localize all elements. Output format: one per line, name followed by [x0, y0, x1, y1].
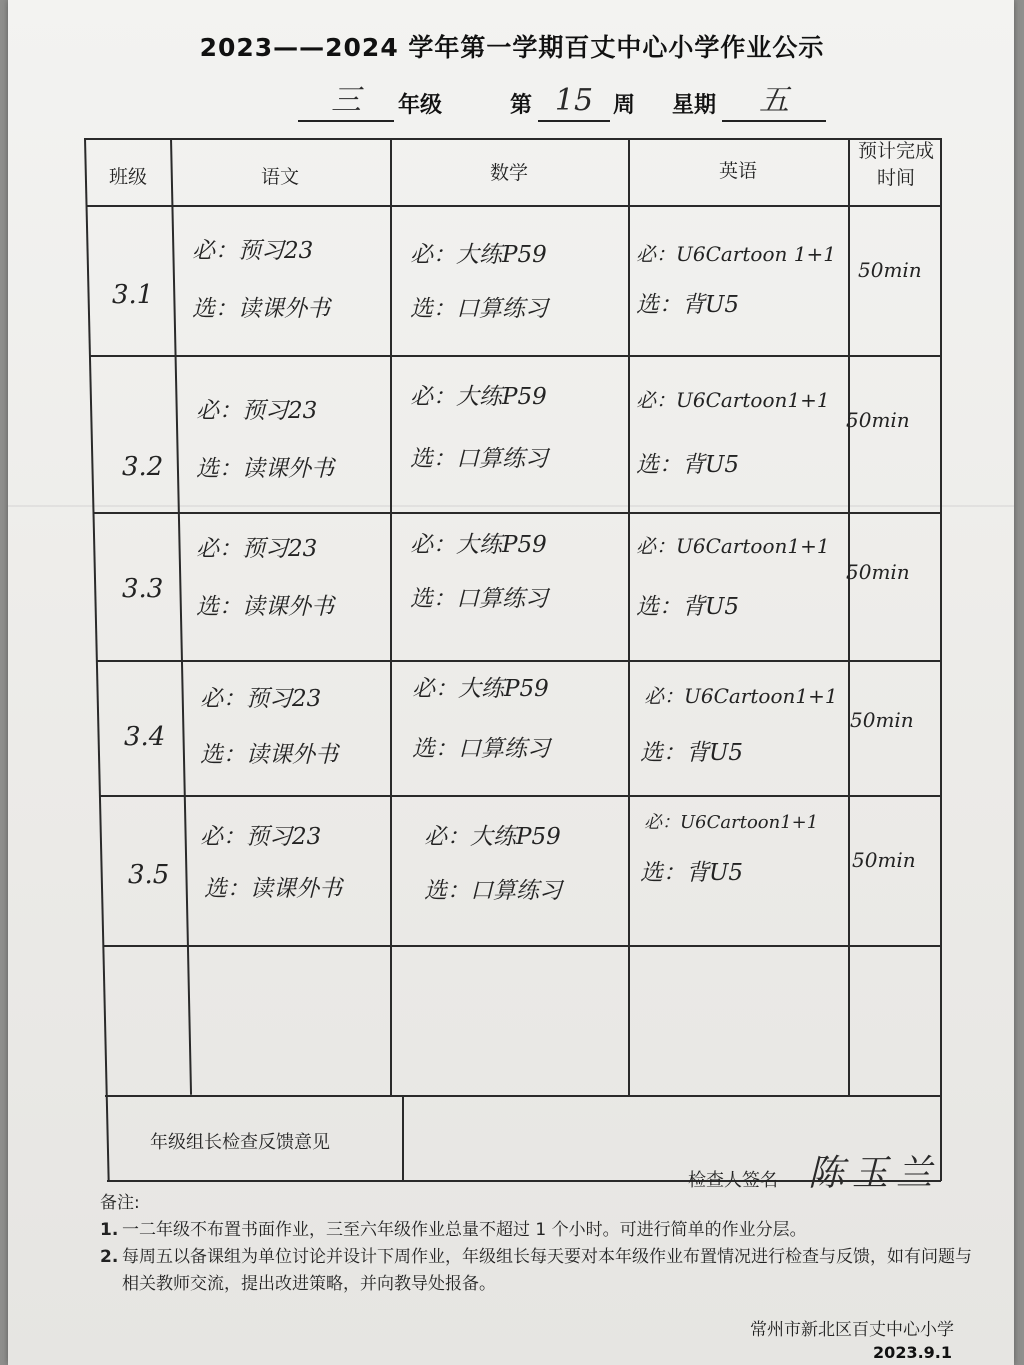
time-cell: 50min — [846, 560, 910, 584]
table-border-top — [84, 138, 941, 140]
time-cell: 50min — [850, 708, 914, 732]
time-cell: 50min — [852, 848, 916, 872]
math-required: 必：大练P59 — [410, 384, 547, 410]
chinese-required: 必：预习23 — [200, 824, 322, 850]
week-prefix: 第 — [510, 93, 533, 118]
table-divider — [97, 660, 941, 662]
table-divider — [90, 355, 941, 357]
page-title: 2023——2024 学年第一学期百丈中心小学作业公示 — [199, 33, 825, 62]
week-value: 15 — [538, 84, 610, 122]
note-item — [100, 1217, 980, 1244]
header-time: 预计完成时间 — [857, 140, 934, 189]
math-required: 必：大练P59 — [424, 824, 561, 850]
header-english: 英语 — [718, 160, 757, 182]
math-optional: 选：口算练习 — [410, 296, 548, 322]
math-required: 必：大练P59 — [410, 242, 547, 268]
english-optional: 选：背U5 — [640, 740, 744, 766]
paper-crease — [8, 505, 1014, 507]
table-divider — [103, 945, 941, 947]
table-column-line — [390, 138, 392, 1095]
note-text: 每周五以备课组为单位讨论并设计下周作业，年级组长每天要对本年级作业布置情况进行检查与反馈，如有问题与相关教师交流，提出改进策略，并向教导处报备。 — [122, 1247, 972, 1294]
english-optional: 选：背U5 — [640, 860, 744, 886]
english-optional: 选：背U5 — [636, 452, 740, 478]
weekday-label: 星期 — [672, 93, 717, 118]
table-divider — [86, 205, 941, 207]
time-cell: 50min — [846, 408, 910, 432]
math-required: 必：大练P59 — [410, 532, 547, 558]
header-class: 班级 — [108, 166, 147, 188]
class-cell: 3.4 — [124, 722, 166, 752]
table-divider — [100, 795, 941, 797]
chinese-optional: 选：读课外书 — [192, 296, 330, 322]
note-number: 2. — [100, 1247, 119, 1267]
signature: 陈玉兰 — [808, 1153, 941, 1194]
table-border-right — [940, 138, 942, 1181]
class-cell: 3.1 — [112, 280, 154, 310]
math-optional: 选：口算练习 — [424, 878, 562, 904]
notes-title: 备注: — [100, 1193, 140, 1213]
math-optional: 选：口算练习 — [410, 446, 548, 472]
english-optional: 选：背U5 — [636, 292, 740, 318]
chinese-optional: 选：读课外书 — [196, 456, 334, 482]
week-label: 周 — [613, 93, 636, 118]
note-number: 1. — [100, 1220, 119, 1240]
chinese-optional: 选：读课外书 — [196, 594, 334, 620]
grade-label: 年级 — [398, 93, 443, 118]
weekday-value: 五 — [722, 84, 826, 122]
english-required: 必：U6Cartoon 1+1 — [636, 242, 836, 266]
time-cell: 50min — [858, 258, 922, 282]
header-math: 数学 — [489, 162, 528, 184]
class-cell: 3.3 — [122, 574, 164, 604]
english-optional: 选：背U5 — [636, 594, 740, 620]
chinese-required: 必：预习23 — [200, 686, 322, 712]
chinese-required: 必：预习23 — [196, 398, 318, 424]
table-divider — [105, 1095, 941, 1097]
header-chinese: 语文 — [260, 166, 299, 188]
math-required: 必：大练P59 — [412, 676, 549, 702]
table-column-line — [402, 1095, 404, 1180]
table-divider — [94, 512, 941, 514]
class-cell: 3.2 — [122, 452, 164, 482]
signature-label: 检查人签名 — [688, 1170, 778, 1191]
table-column-line — [628, 138, 630, 1095]
chinese-required: 必：预习23 — [192, 238, 314, 264]
chinese-optional: 选：读课外书 — [200, 742, 338, 768]
feedback-label: 年级组长检查反馈意见 — [150, 1132, 330, 1153]
math-optional: 选：口算练习 — [410, 586, 548, 612]
chinese-required: 必：预习23 — [196, 536, 318, 562]
note-item — [100, 1244, 980, 1298]
school-name: 常州市新北区百丈中心小学 — [750, 1320, 954, 1340]
english-required: 必：U6Cartoon1+1 — [644, 812, 819, 833]
grade-value: 三 — [298, 84, 394, 122]
english-required: 必：U6Cartoon1+1 — [644, 684, 838, 708]
notes-section — [100, 1188, 980, 1298]
english-required: 必：U6Cartoon1+1 — [636, 534, 830, 558]
class-cell: 3.5 — [128, 860, 170, 890]
chinese-optional: 选：读课外书 — [204, 876, 342, 902]
note-text: 一二年级不布置书面作业，三至六年级作业总量不超过 1 个小时。可进行简单的作业分层。 — [122, 1220, 807, 1240]
document-date: 2023.9.1 — [873, 1343, 952, 1362]
table-column-line — [848, 138, 850, 1095]
english-required: 必：U6Cartoon1+1 — [636, 388, 830, 412]
math-optional: 选：口算练习 — [412, 736, 550, 762]
